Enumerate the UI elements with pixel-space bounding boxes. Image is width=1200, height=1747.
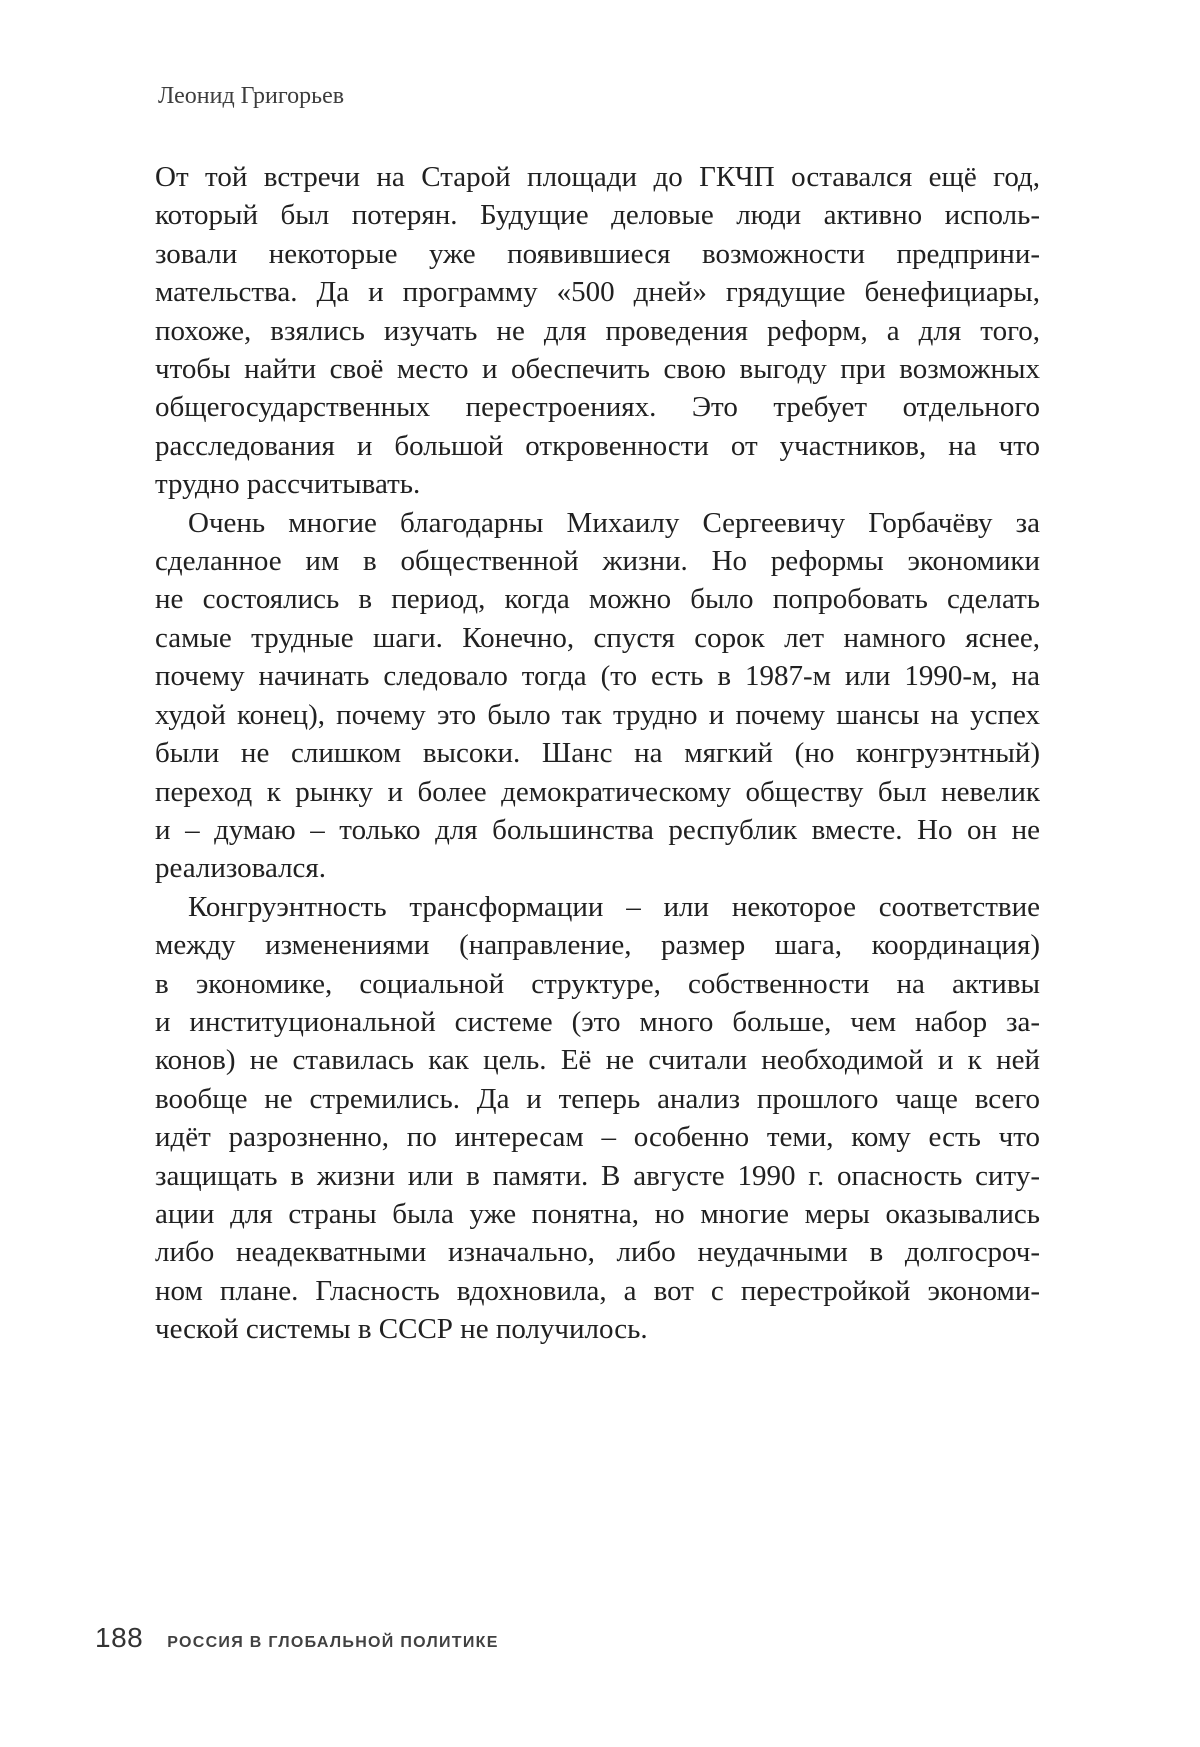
paragraph: [155, 504, 1040, 888]
text-line: трудно рассчитывать.: [155, 468, 421, 501]
text-line: худой конец), почему это было так трудно и почему шансы на успех: [155, 698, 1040, 731]
text-line: и институциональной системе (это много больше, чем набор за-: [155, 1005, 1040, 1038]
text-line: сделанное им в общественной жизни. Но реформы экономики: [155, 545, 1040, 578]
running-header-author: Леонид Григорьев: [158, 83, 345, 109]
text-line: расследования и большой откровенности от участников, на что: [155, 429, 1040, 462]
body-text: [155, 158, 1040, 1349]
text-line: почему начинать следовало тогда (то есть в 1987-м или 1990-м, на: [155, 660, 1040, 693]
text-line: От той встречи на Старой площади до ГКЧП оставался ещё год,: [155, 161, 1040, 193]
text-line: вообще не стремились. Да и теперь анализ прошлого чаще всего: [155, 1082, 1040, 1115]
text-line: мательства. Да и программу «500 дней» грядущие бенефициары,: [155, 276, 1040, 309]
text-line: ном плане. Гласность вдохновила, а вот с перестройкой экономи-: [155, 1274, 1040, 1307]
text-line: идёт разрозненно, по интересам – особенно теми, кому есть что: [155, 1121, 1040, 1154]
text-line: переход к рынку и более демократическому обществу был невелик: [155, 775, 1040, 808]
text-line: реализовался.: [155, 852, 326, 885]
text-line: были не слишком высоки. Шанс на мягкий (но конгруэнтный): [155, 737, 1040, 770]
text-line: ации для страны была уже понятна, но многие меры оказывались: [155, 1197, 1040, 1230]
text-line: между изменениями (направление, размер шага, координация): [155, 929, 1040, 962]
text-line: защищать в жизни или в памяти. В августе 1990 г. опасность ситу-: [155, 1159, 1040, 1192]
text-line: Конгруэнтность трансформации – или некоторое соответствие: [188, 890, 1040, 923]
text-line: Очень многие благодарны Михаилу Сергеевичу Горбачёву за: [188, 506, 1040, 539]
text-line: общегосударственных перестроениях. Это требует отдельного: [155, 391, 1040, 424]
text-line: который был потерян. Будущие деловые люди активно исполь-: [155, 199, 1040, 232]
text-line: конов) не ставилась как цель. Её не считали необходимой и к ней: [155, 1044, 1040, 1077]
page-number: 188: [95, 1622, 144, 1653]
text-line: либо неадекватными изначально, либо неудачными в долгосроч-: [155, 1236, 1040, 1269]
page-footer: [95, 1622, 499, 1654]
text-line: в экономике, социальной структуре, собственности на активы: [155, 967, 1040, 1000]
paragraph: [155, 888, 1040, 1349]
text-line: зовали некоторые уже появившиеся возможности предприни-: [155, 237, 1040, 270]
text-line: ческой системы в СССР не получилось.: [155, 1313, 648, 1346]
paragraph: [155, 158, 1040, 504]
text-line: не состоялись в период, когда можно было попробовать сделать: [155, 583, 1040, 616]
text-line: чтобы найти своё место и обеспечить свою выгоду при возможных: [155, 353, 1040, 386]
text-line: самые трудные шаги. Конечно, спустя сорок лет намного яснее,: [155, 621, 1040, 654]
journal-running-title: РОССИЯ В ГЛОБАЛЬНОЙ ПОЛИТИКЕ: [167, 1634, 499, 1651]
text-line: и – думаю – только для большинства республик вместе. Но он не: [155, 813, 1040, 846]
text-line: похоже, взялись изучать не для проведения реформ, а для того,: [155, 314, 1040, 347]
